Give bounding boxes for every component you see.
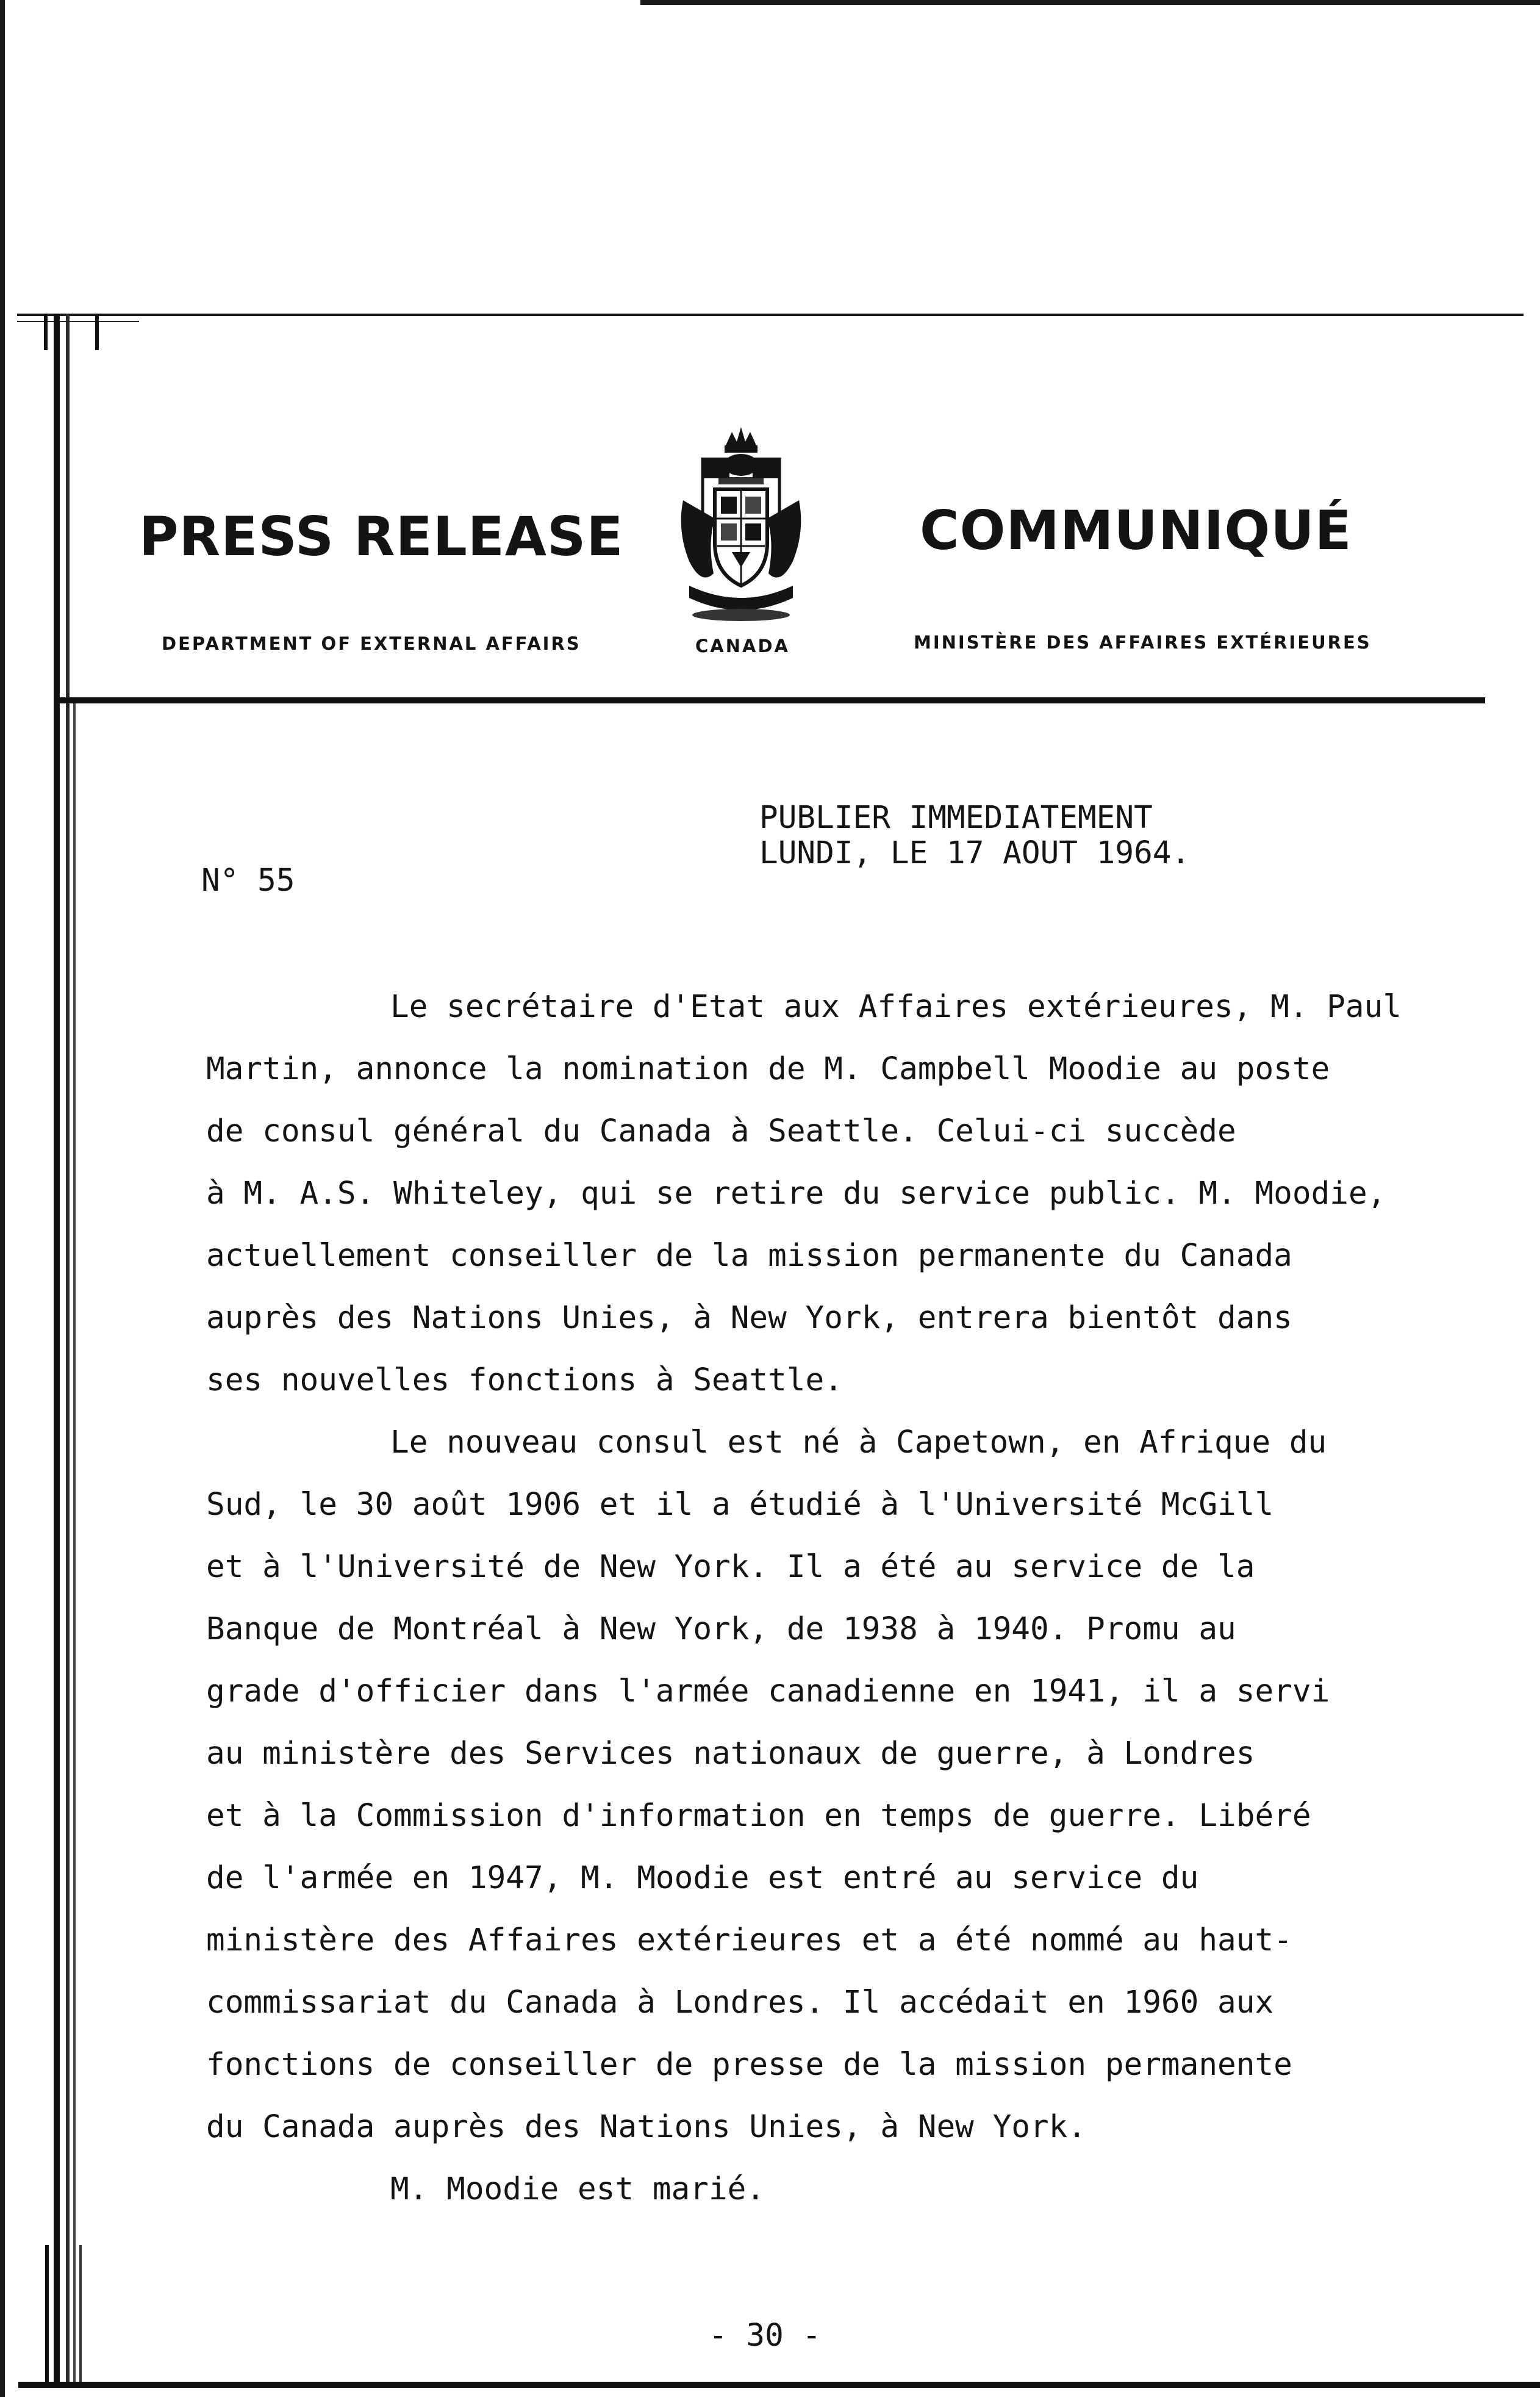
body-line: commissariat du Canada à Londres. Il accédait en 1960 aux xyxy=(206,1985,1274,2021)
header-top-rule xyxy=(17,314,1524,316)
body-line: à M. A.S. Whiteley, qui se retire du service public. M. Moodie, xyxy=(206,1176,1386,1212)
publish-immediately: PUBLIER IMMEDIATEMENT xyxy=(759,800,1153,836)
body-line: Le nouveau consul est né à Capetown, en Afrique du xyxy=(390,1425,1327,1461)
communique-title: COMMUNIQUÉ xyxy=(920,499,1352,562)
binder-edge-shadow xyxy=(73,702,76,2385)
body-line: fonctions de conseiller de presse de la mission permanente xyxy=(206,2047,1292,2083)
binder-clip-bottom xyxy=(45,2245,82,2385)
page-bottom-rule xyxy=(18,2382,1540,2388)
body-line: actuellement conseiller de la mission permanente du Canada xyxy=(206,1238,1292,1274)
body-line: M. Moodie est marié. xyxy=(390,2171,765,2207)
page-number: - 30 - xyxy=(709,2318,822,2354)
body-line: grade d'officier dans l'armée canadienne en 1941, il a servi xyxy=(206,1673,1330,1709)
binder-edge xyxy=(54,314,60,2388)
binder-clip-top xyxy=(44,314,99,350)
body-line: Sud, le 30 août 1906 et il a étudié à l'Université McGill xyxy=(206,1487,1274,1523)
body-line: ses nouvelles fonctions à Seattle. xyxy=(206,1362,843,1398)
canada-coat-of-arms-icon xyxy=(665,421,817,628)
body-line: ministère des Affaires extérieures et a été nommé au haut- xyxy=(206,1922,1292,1958)
ministere-subtitle: MINISTÈRE DES AFFAIRES EXTÉRIEURES xyxy=(914,632,1372,653)
body-line: et à la Commission d'information en temps de guerre. Libéré xyxy=(206,1798,1311,1834)
body-line: de l'armée en 1947, M. Moodie est entré au service du xyxy=(206,1860,1199,1896)
release-number: N° 55 xyxy=(201,863,295,899)
body-line: auprès des Nations Unies, à New York, entrera bientôt dans xyxy=(206,1300,1292,1336)
header-bottom-rule xyxy=(55,697,1485,703)
release-date: LUNDI, LE 17 AOUT 1964. xyxy=(759,835,1191,871)
body-line: Banque de Montréal à New York, de 1938 à 1940. Promu au xyxy=(206,1611,1236,1647)
department-subtitle: DEPARTMENT OF EXTERNAL AFFAIRS xyxy=(162,633,581,654)
body-line: de consul général du Canada à Seattle. Celui-ci succède xyxy=(206,1113,1236,1149)
body-line: au ministère des Services nationaux de guerre, à Londres xyxy=(206,1736,1255,1772)
scan-edge-left xyxy=(0,0,5,2397)
body-line: Le secrétaire d'Etat aux Affaires extérieures, M. Paul xyxy=(390,989,1402,1025)
body-line: et à l'Université de New York. Il a été au service de la xyxy=(206,1549,1255,1585)
canada-subtitle: CANADA xyxy=(695,636,790,656)
binder-edge-inner xyxy=(66,314,70,2388)
body-line: Martin, annonce la nomination de M. Campbell Moodie au poste xyxy=(206,1051,1330,1087)
body-line: du Canada auprès des Nations Unies, à New York. xyxy=(206,2109,1087,2145)
press-release-title: PRESS RELEASE xyxy=(139,505,624,568)
scan-edge-top xyxy=(640,0,1540,5)
